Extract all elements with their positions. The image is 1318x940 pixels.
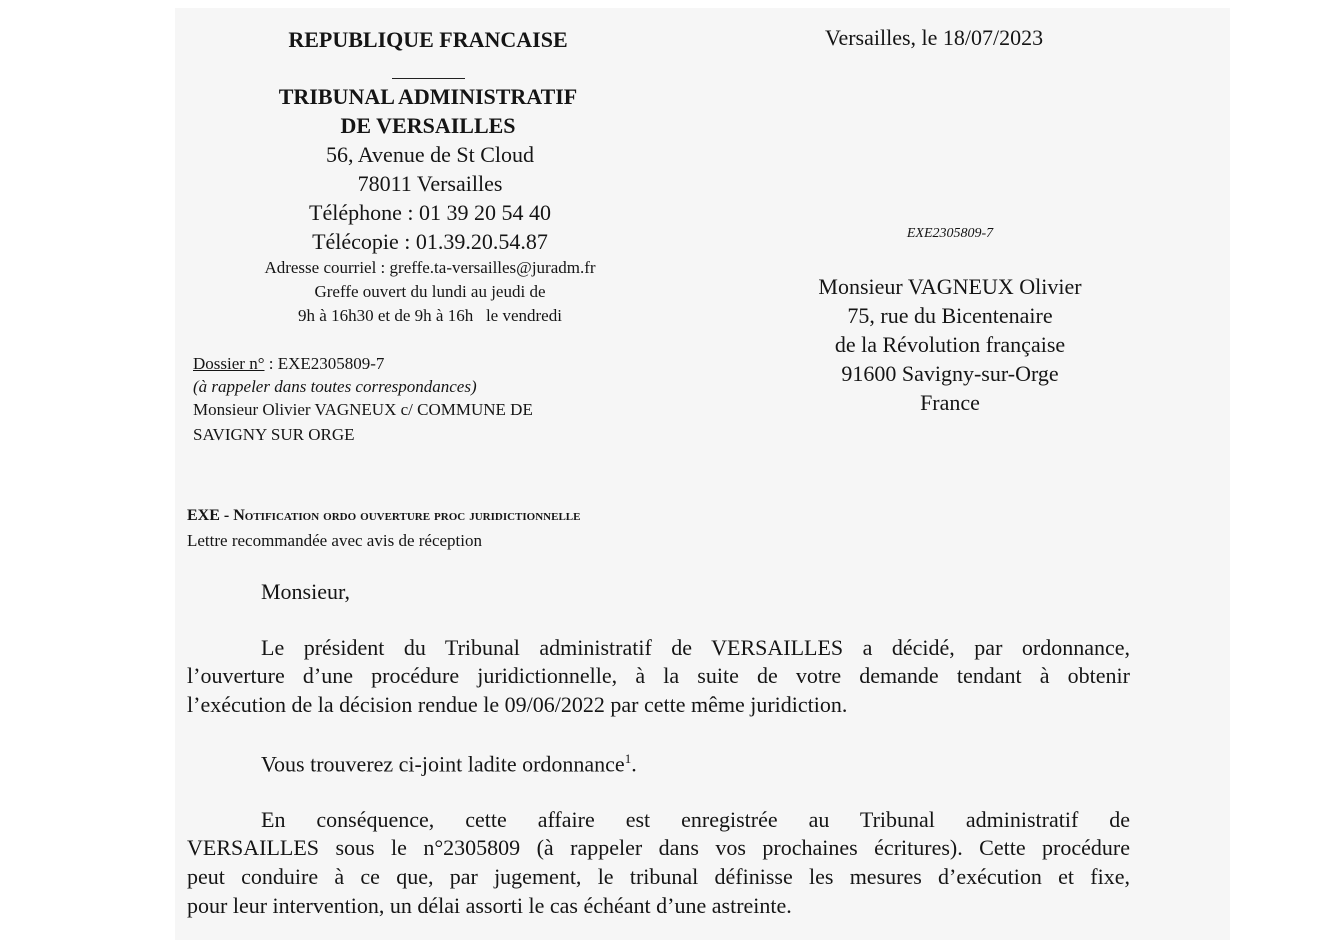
court-name-line1: TRIBUNAL ADMINISTRATIF [278,84,578,109]
paragraph3-line4: pour leur intervention, un délai assorti le cas échéant d’une astreinte. [187,893,792,918]
court-name-line2: DE VERSAILLES [340,113,516,138]
paragraph3-line3: peut conduire à ce que, par jugement, le tribunal définisse les mesures d’exécution et fixe, [187,864,1130,889]
recipient-street2: de la Révolution française [834,332,1066,357]
court-address2: 78011 Versailles [357,171,503,196]
paragraph2-text: Vous trouverez ci-joint ladite ordonnance [261,751,625,777]
divider [392,78,465,79]
paragraph3-line2: VERSAILLES sous le n°2305809 (à rappeler dans vos prochaines écritures). Cette procédure [187,835,1130,860]
dossier-note: (à rappeler dans toutes correspondances) [193,377,477,396]
paragraph1-line1: Le président du Tribunal administratif de VERSAILLES a décidé, par ordonnance, [261,635,1130,660]
dossier-parties2: SAVIGNY SUR ORGE [193,425,355,444]
paragraph3-line1: En conséquence, cette affaire est enregistrée au Tribunal administratif de [261,807,1130,832]
dossier-number [193,354,384,374]
court-hours1: Greffe ouvert du lundi au jeudi de [314,282,546,301]
recipient-city: 91600 Savigny-sur-Orge [841,361,1059,386]
recipient-name: Monsieur VAGNEUX Olivier [818,274,1082,299]
dossier-label: Dossier n° [193,354,265,373]
court-address1: 56, Avenue de St Cloud [326,142,534,167]
court-fax: Télécopie : 01.39.20.54.87 [312,229,548,254]
recipient-country: France [920,390,980,415]
place-date: Versailles, le 18/07/2023 [825,25,1044,50]
delivery-mode: Lettre recommandée avec avis de réception [187,531,482,550]
dossier-parties1: Monsieur Olivier VAGNEUX c/ COMMUNE DE [193,400,533,419]
court-hours2: 9h à 16h30 et de 9h à 16h le vendredi [298,306,562,325]
dossier-value: : EXE2305809-7 [264,354,385,373]
footnote-marker: 1 [624,751,632,766]
recipient-reference: EXE2305809-7 [906,226,994,241]
paragraph1-line3: l’exécution de la décision rendue le 09/06/2022 par cette même juridiction. [187,692,848,717]
subject-prefix: EXE - [187,507,234,524]
subject-title: Notification ordo ouverture proc juridictionnelle [233,507,581,524]
court-phone: Téléphone : 01 39 20 54 40 [309,200,551,225]
recipient-street: 75, rue du Bicentenaire [847,303,1053,328]
court-email: Adresse courriel : greffe.ta-versailles@juradm.fr [264,258,596,277]
paragraph2-end: . [631,751,637,777]
paragraph2 [261,751,1204,777]
paragraph1-line2: l’ouverture d’une procédure juridictionnelle, à la suite de votre demande tendant à obtenir [187,663,1130,688]
subject-line [187,507,580,525]
salutation: Monsieur, [261,579,350,604]
republic-heading: REPUBLIQUE FRANCAISE [288,27,568,52]
